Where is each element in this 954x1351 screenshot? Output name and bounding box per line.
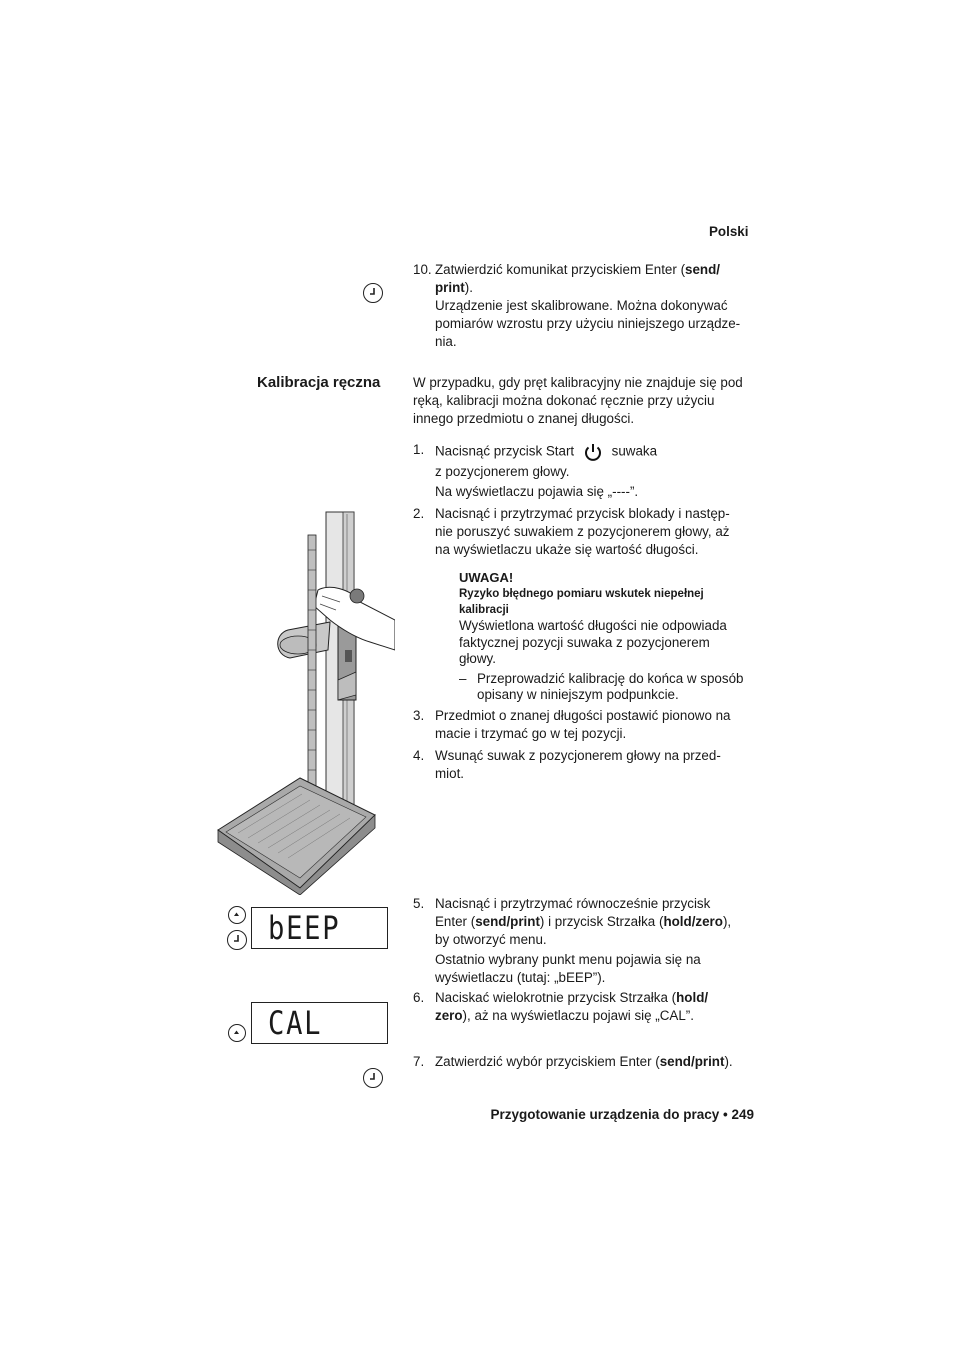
stadiometer-illustration	[210, 510, 395, 895]
lcd-display-beep	[251, 907, 388, 949]
enter-button-icon	[363, 283, 383, 303]
step-4: 4. Wsunąć suwak z pozycjonerem głowy na przed- miot.	[413, 748, 721, 781]
page-footer: Przygotowanie urządzenia do pracy • 249	[490, 1107, 754, 1122]
warning-subtitle: Ryzyko błędnego pomiaru wskutek niepełnej kalibracji	[459, 588, 704, 616]
step-6: 6. Naciskać wielokrotnie przycisk Strzałka (hold/ zero), aż na wyświetlaczu pojawi się „CAL”.	[413, 990, 709, 1023]
step-number: 10.	[413, 262, 432, 277]
step-5: 5. Nacisnąć i przytrzymać równocześnie przycisk Enter (send/print) i przycisk Strzałka (hold/zero), by otworzyć menu. Ostatnio wybrany punkt menu pojawia się na wyświetlaczu (tutaj: „bEEP”).	[413, 896, 732, 985]
warning-item: – Przeprowadzić kalibrację do końca w sposób opisany w niniejszym podpunkcie.	[459, 670, 744, 702]
arrow-button-icon	[228, 906, 246, 924]
step-3: 3. Przedmiot o znanej długości postawić pionowo na macie i trzymać go w tej pozycji.	[413, 708, 731, 741]
step-7: 7. Zatwierdzić wybór przyciskiem Enter (send/print).	[413, 1054, 733, 1069]
step-10: 10. Zatwierdzić komunikat przyciskiem Enter (send/ print). Urządzenie jest skalibrowane. Można dokonywać pomiarów wzrostu przy użyciu niniejszego urządze- nia.	[413, 262, 741, 349]
language-header: Polski	[709, 224, 749, 239]
lcd-text: bEEP	[268, 909, 341, 947]
enter-button-icon	[363, 1068, 383, 1088]
lcd-display-cal	[251, 1002, 388, 1044]
warning-title: UWAGA!	[459, 570, 514, 585]
lcd-text: CAL	[268, 1004, 323, 1042]
warning-box	[459, 569, 769, 704]
power-icon	[582, 441, 604, 463]
warning-body: Wyświetlona wartość długości nie odpowiada faktycznej pozycji suwaka z pozycjonerem głowy.	[459, 618, 727, 666]
section-intro: W przypadku, gdy pręt kalibracyjny nie znajduje się pod ręką, kalibracji można dokonać ręcznie przy użyciu innego przedmiotu o znanej długości.	[413, 375, 743, 426]
enter-button-icon	[227, 930, 247, 950]
step-1: 1. Nacisnąć przycisk Start suwaka z pozycjonerem głowy. Na wyświetlaczu pojawia się „----”.	[413, 442, 658, 499]
section-title: Kalibracja ręczna	[257, 374, 381, 391]
step-2: 2. Nacisnąć i przytrzymać przycisk blokady i następ- nie poruszyć suwakiem z pozycjonerem głowy, aż na wyświetlaczu ukaże się wartość długości.	[413, 506, 730, 557]
arrow-button-icon	[228, 1024, 246, 1042]
